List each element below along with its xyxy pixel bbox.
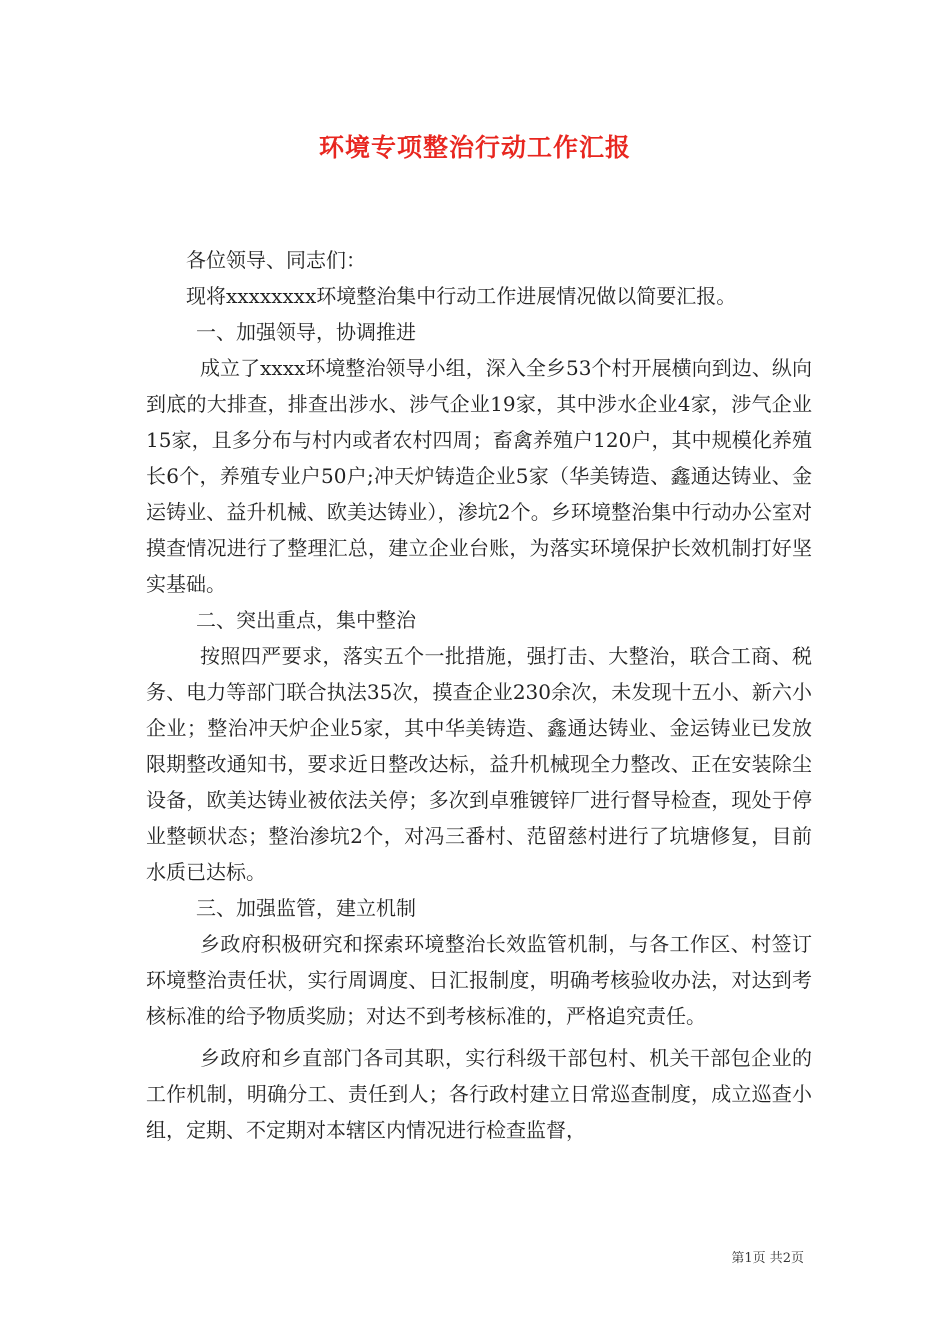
section-2-paragraph-1: 按照四严要求，落实五个一批措施，强打击、大整治，联合工商、税务、电力等部门联合执法35次，摸查企业230余次，未发现十五小、新六小企业；整治冲天炉企业5家，其中华美铸造、鑫通达铸业、金运铸业已发放限期整改通知书，要求近日整改达标，益升机械现全力整改、正在安装除尘设备，欧美达铸业被依法关停；多次到卓雅镀锌厂进行督导检查，现处于停业整顿状态；整治渗坑2个，对冯三番村、范留慈村进行了坑塘修复，目前水质已达标。 — [146, 644, 812, 884]
section-3-paragraph-1: 乡政府积极研究和探索环境整治长效监管机制，与各工作区、村签订环境整治责任状，实行周调度、日汇报制度，明确考核验收办法，对达到考核标准的给予物质奖励；对达不到考核标准的，严格追究责任。 — [146, 932, 812, 1028]
section-heading-1: 一、加强领导，协调推进 — [196, 320, 416, 344]
document-title: 环境专项整治行动工作汇报 — [318, 133, 631, 162]
section-3-paragraph-2: 乡政府和乡直部门各司其职，实行科级干部包村、机关干部包企业的工作机制，明确分工、责任到人；各行政村建立日常巡查制度，成立巡查小组，定期、不定期对本辖区内情况进行检查监督， — [146, 1046, 812, 1142]
section-heading-3: 三、加强监管，建立机制 — [196, 896, 416, 920]
greeting: 各位领导、同志们： — [186, 248, 366, 272]
document-body — [146, 242, 812, 1148]
section-1-paragraph-1: 成立了xxxx环境整治领导小组，深入全乡53个村开展横向到边、纵向到底的大排查，排查出涉水、涉气企业19家，其中涉水企业4家，涉气企业15家，且多分布与村内或者农村四周；畜禽养殖户120户，其中规模化养殖长6个，养殖专业户50户;冲天炉铸造企业5家（华美铸造、鑫通达铸业、金运铸业、益升机械、欧美达铸业），渗坑2个。乡环境整治集中行动办公室对摸查情况进行了整理汇总，建立企业台账，为落实环境保护长效机制打好坚实基础。 — [146, 356, 812, 596]
page-number: 第1页 共2页 — [731, 1251, 804, 1266]
intro-paragraph: 现将xxxxxxxx环境整治集中行动工作进展情况做以简要汇报。 — [186, 284, 737, 308]
section-heading-2: 二、突出重点，集中整治 — [196, 608, 416, 632]
